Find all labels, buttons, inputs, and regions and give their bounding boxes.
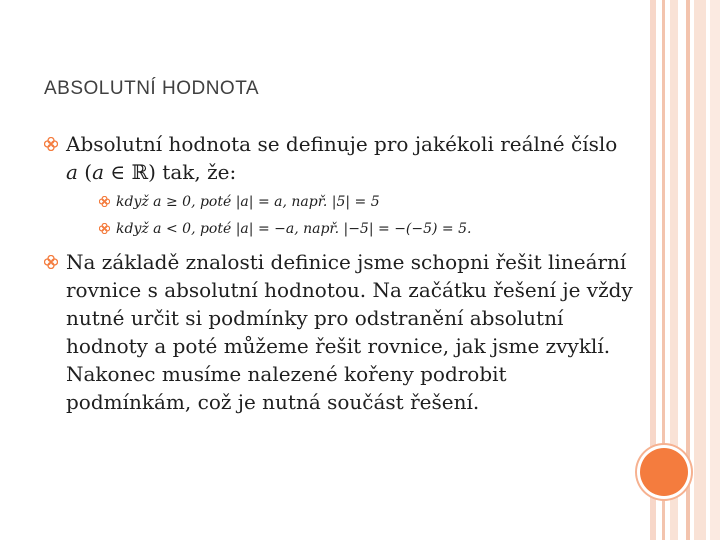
sub-bullet-text: když 𝑎 < 0, poté |𝑎| = −𝑎, např. |−5| = −(−5) = 5. bbox=[116, 221, 472, 237]
decor-stripe bbox=[710, 0, 720, 540]
flower-bullet-icon bbox=[99, 223, 110, 234]
flower-bullet-icon bbox=[44, 137, 58, 151]
bullet-item bbox=[44, 130, 634, 186]
flower-bullet-icon bbox=[44, 255, 58, 269]
orange-circle-decoration bbox=[640, 448, 688, 496]
bullet-text: Na základě znalosti definice jsme schopni řešit lineární rovnice s absolutní hodnotou. Na začátku řešení je vždy nutné určit si podmínky pro odstranění absolutní hodnoty a poté můžeme řešit rovnice, jak jsme zvyklí. Nakonec musíme nalezené kořeny podrobit podmínkám, což je nutná součást řešení. bbox=[66, 250, 633, 414]
decor-stripe bbox=[686, 0, 690, 540]
sub-bullet-text: když 𝑎 ≥ 0, poté |𝑎| = 𝑎, např. |5| = 5 bbox=[116, 194, 380, 210]
sub-bullet-item bbox=[99, 220, 629, 238]
slide-title: ABSOLUTNÍ HODNOTA bbox=[44, 78, 260, 99]
bullet-text: Absolutní hodnota se definuje pro jakékoli reálné číslo 𝑎 (𝑎 ∈ ℝ) tak, že: bbox=[66, 132, 618, 184]
flower-bullet-icon bbox=[99, 196, 110, 207]
decor-stripe bbox=[694, 0, 706, 540]
sub-bullet-item bbox=[99, 193, 629, 211]
bullet-item bbox=[44, 248, 634, 416]
